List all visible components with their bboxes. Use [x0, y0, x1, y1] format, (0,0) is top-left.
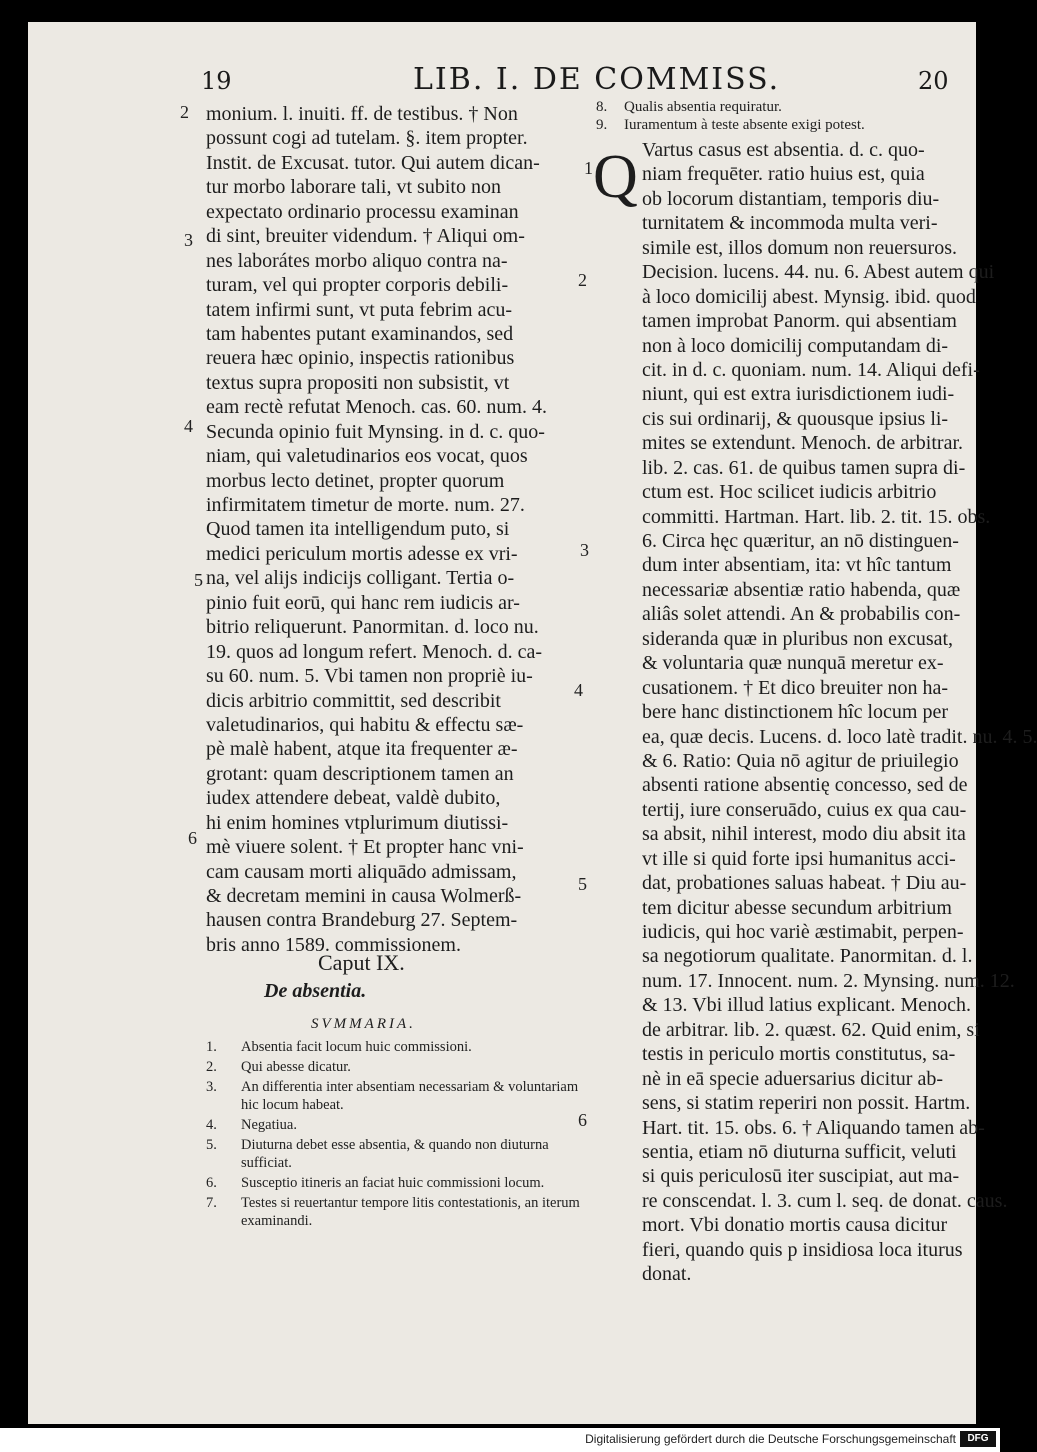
text-line: tamen improbat Panorm. qui absentiam	[642, 310, 957, 333]
text-line: de arbitrar. lib. 2. quæst. 62. Quid enim, si	[642, 1018, 980, 1041]
text-line: cusationem. † Et dico breuiter non ha-	[642, 676, 949, 699]
text-line: bris anno 1589. commissionem.	[206, 933, 461, 956]
text-line: textus supra propositi non subsistit, vt	[206, 371, 510, 394]
text-line: infirmitatem timetur de morte. num. 27.	[206, 494, 525, 516]
text-line: reuera hæc opinio, inspectis rationibus	[206, 347, 515, 370]
text-line: niam frequēter. ratio huius est, quia	[642, 163, 925, 186]
text-line: Quod tamen ita intelligendum puto, si	[206, 518, 510, 541]
right-margin-number: 3	[580, 540, 589, 560]
text-line: Secunda opinio fuit Mynsing. in d. c. quo-	[206, 420, 545, 443]
text-line: nes laborátes morbo aliquo contra na-	[206, 249, 508, 272]
text-line: & voluntaria quæ nunquā meretur ex-	[642, 652, 944, 675]
text-line: vt ille si quid forte ipsi humanitus acci-	[642, 847, 956, 870]
text-line: Instit. de Excusat. tutor. Qui autem dican-	[206, 151, 540, 174]
text-line: cis sui ordinarij, & quousque ipsius li-	[642, 407, 949, 430]
text-line: 19. quos ad longum refert. Menoch. d. ca-	[206, 640, 543, 663]
summaria-item: 9. Iuramentum à teste absente exigi potest.	[596, 117, 865, 133]
text-line: testis in periculo mortis constitutus, sa-	[642, 1043, 956, 1066]
text-line: sa absit, nihil interest, modo diu absit ita	[642, 823, 966, 846]
text-line: & 6. Ratio: Quia nō agitur de priuilegio	[642, 749, 959, 772]
left-page-number: 19	[201, 67, 232, 95]
text-line: nè in eā specie aduersarius dicitur ab-	[642, 1067, 943, 1090]
text-line: tam habentes putant examinandos, sed	[206, 322, 514, 345]
text-line: hausen contra Brandeburg 27. Septem-	[206, 909, 518, 932]
text-line: fieri, quando quis p insidiosa loca iturus	[642, 1238, 963, 1261]
left-margin-number: 2	[180, 102, 189, 122]
text-line: hi enim homines vtplurimum diutissi-	[206, 811, 509, 834]
text-line: tem dicitur abesse secundum arbitrium	[642, 896, 952, 919]
right-margin-number: 2	[578, 270, 587, 290]
right-summaria-continuation	[596, 98, 865, 134]
text-line: sens, si statim reperiri non possit. Hartm.	[642, 1092, 971, 1115]
text-line: si quis periculosū iter suscipiat, aut ma-	[642, 1165, 960, 1188]
text-line: bere hanc distinctionem hîc locum per	[642, 701, 949, 724]
text-line: cit. in d. c. quoniam. num. 14. Aliqui defi-	[642, 358, 980, 381]
left-margin-number: 6	[188, 828, 197, 848]
summaria-item: 1. Absentia facit locum huic commissioni.	[206, 1039, 472, 1055]
text-line: 6. Circa hęc quæritur, an nō distinguen-	[642, 530, 959, 552]
chapter-title: Caput IX.	[318, 950, 405, 975]
text-line: valetudinarios, qui habitu & effectu sæ-	[206, 713, 524, 736]
footer-bar	[0, 1428, 1000, 1452]
text-line: iudex attendere debeat, valdè dubito,	[206, 787, 501, 810]
summaria-item: 7. Testes si reuertantur tempore litis contestationis, an iterum examinandi.	[206, 1195, 580, 1229]
left-margin-number: 5	[194, 570, 203, 590]
text-line: di sint, breuiter videndum. † Aliqui om-	[206, 225, 525, 248]
summaria-list	[206, 1038, 586, 1232]
text-line: tur morbo laborare tali, vt subito non	[206, 176, 501, 199]
text-line: num. 17. Innocent. num. 2. Mynsing. num. 12.	[642, 969, 1015, 992]
right-margin-number: 1	[584, 158, 593, 178]
drop-capital: Q	[593, 143, 638, 211]
right-margin-number: 6	[578, 1110, 587, 1130]
dfg-logo: DFG	[960, 1431, 996, 1447]
running-title: LIB. I. DE COMMISS.	[413, 62, 781, 97]
text-line: sa negotiorum qualitate. Panormitan. d. l.	[642, 945, 973, 968]
text-line: sideranda quæ in pluribus non excusat,	[642, 627, 954, 650]
text-line: su 60. num. 5. Vbi tamen non propriè iu-	[206, 665, 533, 688]
text-line: mè viuere solent. † Et propter hanc vni-	[206, 836, 524, 859]
text-line: iudicis, qui hoc variè æstimabit, perpen-	[642, 921, 964, 943]
funding-notice: Digitalisierung gefördert durch die Deutsche Forschungsgemeinschaft	[585, 1432, 956, 1446]
text-line: tatem infirmi sunt, vt puta febrim acu-	[206, 298, 513, 321]
text-line: ctum est. Hoc scilicet iudicis arbitrio	[642, 481, 937, 504]
right-page-number: 20	[918, 67, 949, 95]
text-line: turam, vel qui propter corporis debili-	[206, 274, 509, 297]
text-line: medici periculum mortis adesse ex vri-	[206, 542, 518, 565]
summaria-item: 8. Qualis absentia requiratur.	[596, 99, 782, 115]
chapter-subtitle: De absentia.	[264, 980, 367, 1002]
text-line: necessariæ absentiæ ratio habenda, quæ	[642, 578, 961, 601]
text-line: bitrio reliquerunt. Panormitan. d. loco nu.	[206, 616, 539, 639]
text-line: grotant: quam descriptionem tamen an	[206, 762, 514, 785]
text-line: niam, qui valetudinarios eos vocat, quos	[206, 445, 528, 468]
left-column	[206, 102, 581, 957]
text-line: simile est, illos domum non reuersuros.	[642, 236, 957, 259]
text-line: à loco domicilij abest. Mynsig. ibid. quod	[642, 285, 976, 308]
left-margin-number: 4	[184, 416, 193, 436]
text-line: turnitatem & incommoda multa veri-	[642, 212, 938, 235]
text-line: non à loco domicilij computandam di-	[642, 334, 949, 357]
text-line: Vartus casus est absentia. d. c. quo-	[642, 139, 925, 161]
right-margin-number: 5	[578, 874, 587, 894]
summaria-item: 4. Negatiua.	[206, 1117, 297, 1133]
text-line: niunt, qui est extra iurisdictionem iudi-	[642, 383, 955, 406]
text-line: Hart. tit. 15. obs. 6. † Aliquando tamen ab-	[642, 1116, 985, 1139]
text-line: ob locorum distantiam, temporis diu-	[642, 187, 940, 210]
text-line: dum inter absentiam, ita: vt hîc tantum	[642, 554, 952, 577]
text-line: eam rectè refutat Menoch. cas. 60. num. 4.	[206, 396, 547, 419]
right-margin-number: 4	[574, 680, 583, 700]
text-line: pinio fuit eorū, qui hanc rem iudicis ar-	[206, 591, 520, 614]
left-margin-number: 3	[184, 230, 193, 250]
text-line: & 13. Vbi illud latius explicant. Menoch.	[642, 994, 972, 1017]
scanned-page	[28, 22, 1037, 1424]
text-line: dat, probationes saluas habeat. † Diu au-	[642, 872, 967, 895]
text-line: re conscendat. l. 3. cum l. seq. de donat. caus.	[642, 1189, 1008, 1212]
text-line: dicis arbitrio committit, sed describit	[206, 689, 501, 712]
text-line: donat.	[642, 1263, 692, 1286]
text-line: committi. Hartman. Hart. lib. 2. tit. 15. obs.	[642, 505, 991, 528]
text-line: absenti ratione absentię concesso, sed de	[642, 774, 968, 797]
summaria-item: 2. Qui abesse dicatur.	[206, 1059, 351, 1075]
text-line: mort. Vbi donatio mortis causa dicitur	[642, 1214, 948, 1237]
text-line: & decretam memini in causa Wolmerß-	[206, 885, 522, 907]
text-line: possunt cogi ad tutelam. §. item propter.	[206, 127, 528, 150]
text-line: Decision. lucens. 44. nu. 6. Abest autem qui	[642, 261, 995, 284]
text-line: expectato ordinario processu examinan	[206, 200, 519, 223]
summaria-label: SVMMARIA.	[311, 1016, 416, 1032]
text-line: mites se extendunt. Menoch. de arbitrar.	[642, 432, 964, 455]
text-line: ea, quæ decis. Lucens. d. loco latè tradit. nu. 4. 5.	[642, 725, 1037, 748]
text-line: pè malè habent, atque ita frequenter æ-	[206, 738, 518, 761]
text-line: lib. 2. cas. 61. de quibus tamen supra di-	[642, 456, 966, 479]
summaria-item: 6. Susceptio itineris an faciat huic commissioni locum.	[206, 1175, 545, 1191]
right-column	[642, 138, 1037, 1287]
text-line: cam causam morti aliquādo admissam,	[206, 860, 517, 883]
text-line: na, vel alijs indicijs colligant. Tertia o-	[206, 567, 515, 590]
summaria-item: 3. An differentia inter absentiam necessariam & voluntariam hic locum habeat.	[206, 1079, 579, 1113]
text-line: sentia, etiam nō diuturna sufficit, veluti	[642, 1140, 957, 1163]
text-line: tertij, iure conseruādo, cuius ex qua cau-	[642, 798, 967, 821]
text-line: monium. l. inuiti. ff. de testibus. † Non	[206, 103, 518, 125]
text-line: aliâs solet attendi. An & probabilis con-	[642, 603, 961, 626]
summaria-item: 5. Diuturna debet esse absentia, & quando non diuturna sufficiat.	[206, 1137, 549, 1171]
text-line: morbus lecto detinet, propter quorum	[206, 469, 505, 492]
